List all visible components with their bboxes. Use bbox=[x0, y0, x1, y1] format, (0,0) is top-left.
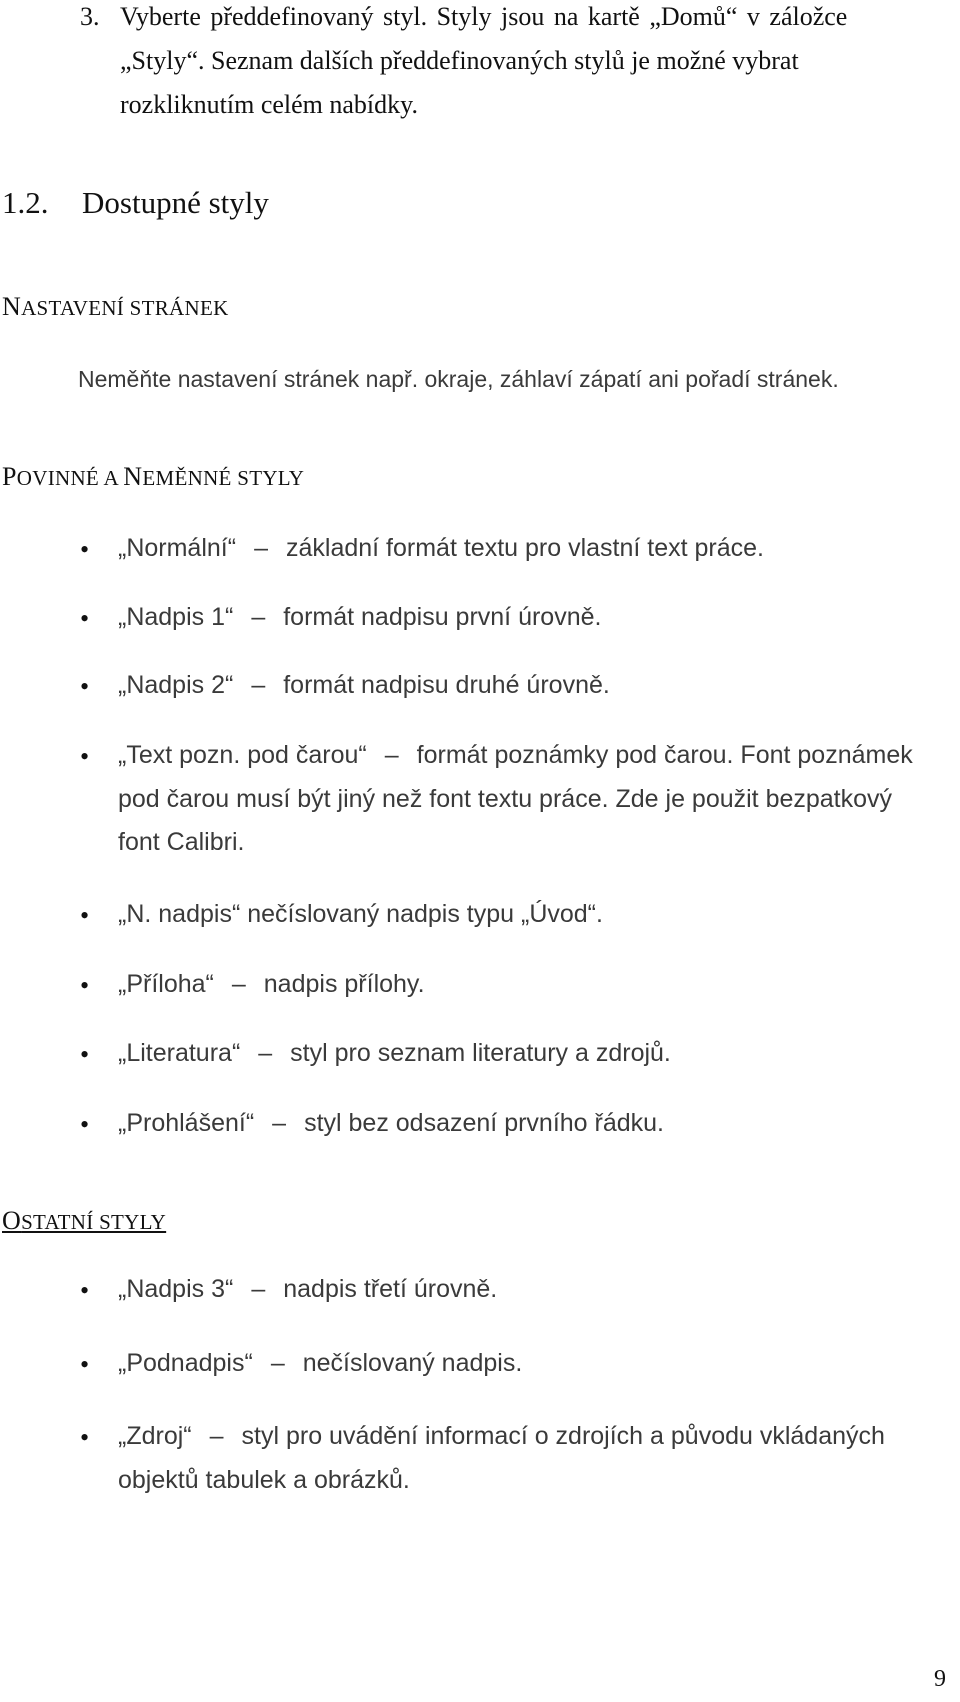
dash: – bbox=[209, 1422, 224, 1450]
style-description: styl pro seznam literatury a zdrojů. bbox=[290, 1039, 671, 1067]
section-number: 1.2. bbox=[2, 185, 49, 220]
style-description: nadpis třetí úrovně. bbox=[283, 1275, 498, 1303]
style-description: základní formát textu pro vlastní text práce. bbox=[285, 534, 764, 562]
style-name: „Nadpis 2“ bbox=[118, 671, 234, 699]
bullet-icon: • bbox=[80, 604, 90, 633]
page-number: 9 bbox=[934, 1666, 946, 1692]
dash: – bbox=[251, 671, 266, 699]
list-item bbox=[118, 970, 425, 999]
bullet-icon: • bbox=[80, 1276, 90, 1305]
bullet-icon: • bbox=[80, 1423, 90, 1452]
page-settings-text: Neměňte nastavení stránek např. okraje, záhlaví zápatí ani pořadí stránek. bbox=[78, 366, 839, 392]
style-name: „Zdroj“ bbox=[118, 1422, 192, 1450]
list-item bbox=[118, 900, 603, 929]
section-heading bbox=[2, 185, 269, 221]
bullet-icon: • bbox=[80, 742, 90, 771]
style-name: „Nadpis 1“ bbox=[118, 603, 234, 631]
dash: – bbox=[270, 1349, 285, 1377]
list-item bbox=[118, 1422, 885, 1451]
item3-line1-text: Vyberte předdefinovaný styl. Styly jsou na kartě „Domů“ v záložce bbox=[120, 2, 848, 31]
item3-line3: rozkliknutím celém nabídky. bbox=[120, 90, 418, 119]
list-item bbox=[118, 1275, 497, 1304]
style-description: styl bez odsazení prvního řádku. bbox=[304, 1109, 665, 1137]
dash: – bbox=[384, 741, 399, 769]
list-item-continuation: font Calibri. bbox=[118, 828, 245, 856]
list-item bbox=[118, 671, 610, 700]
bullet-icon: • bbox=[80, 1350, 90, 1379]
style-name: „Příloha“ bbox=[118, 970, 214, 998]
list-item bbox=[118, 534, 764, 563]
bullet-icon: • bbox=[80, 901, 90, 930]
style-name: „Literatura“ bbox=[118, 1039, 241, 1067]
dash: – bbox=[254, 534, 268, 562]
dash: – bbox=[258, 1039, 273, 1067]
dash: – bbox=[272, 1109, 287, 1137]
dash: – bbox=[231, 970, 246, 998]
list-item-continuation: objektů tabulek a obrázků. bbox=[118, 1466, 410, 1494]
style-description: nadpis přílohy. bbox=[263, 970, 425, 998]
bullet-icon: • bbox=[80, 1040, 90, 1069]
item3-line1 bbox=[120, 0, 956, 39]
style-description: nečíslovaný nadpis typu „Úvod“. bbox=[247, 900, 603, 928]
dash: – bbox=[251, 603, 266, 631]
style-description: formát poznámky pod čarou. Font poznámek bbox=[416, 741, 913, 769]
style-name: „N. nadpis“ bbox=[118, 900, 241, 928]
style-name: „Nadpis 3“ bbox=[118, 1275, 234, 1303]
other-styles-heading: OSTATNÍ STYLY bbox=[2, 1206, 167, 1235]
style-description: nečíslovaný nadpis. bbox=[302, 1349, 523, 1377]
style-name: „Prohlášení“ bbox=[118, 1109, 255, 1137]
page-settings-heading: NASTAVENÍ STRÁNEK bbox=[2, 292, 229, 321]
list-item bbox=[118, 1349, 522, 1378]
list-item bbox=[118, 1039, 671, 1068]
style-description: formát nadpisu první úrovně. bbox=[283, 603, 602, 631]
bullet-icon: • bbox=[80, 535, 90, 564]
list-item bbox=[118, 741, 913, 770]
style-name: „Normální“ bbox=[118, 534, 237, 562]
style-name: „Podnadpis“ bbox=[118, 1349, 253, 1377]
list-item-continuation: pod čarou musí být jiný než font textu práce. Zde je použit bezpatkový bbox=[118, 785, 893, 813]
list-item bbox=[118, 1109, 664, 1138]
dash: – bbox=[251, 1275, 266, 1303]
style-description: styl pro uvádění informací o zdrojích a původu vkládaných bbox=[241, 1422, 885, 1450]
section-title: Dostupné styly bbox=[82, 185, 269, 220]
list-number: 3. bbox=[80, 2, 100, 31]
style-description: formát nadpisu druhé úrovně. bbox=[283, 671, 610, 699]
bullet-icon: • bbox=[80, 672, 90, 701]
list-item bbox=[118, 603, 601, 632]
bullet-icon: • bbox=[80, 971, 90, 1000]
item3-line2: „Styly“. Seznam dalších předdefinovaných stylů je možné vybrat bbox=[120, 46, 799, 75]
style-name: „Text pozn. pod čarou“ bbox=[118, 741, 367, 769]
mandatory-styles-heading: POVINNÉ A NEMĚNNÉ STYLY bbox=[2, 462, 305, 491]
bullet-icon: • bbox=[80, 1110, 90, 1139]
